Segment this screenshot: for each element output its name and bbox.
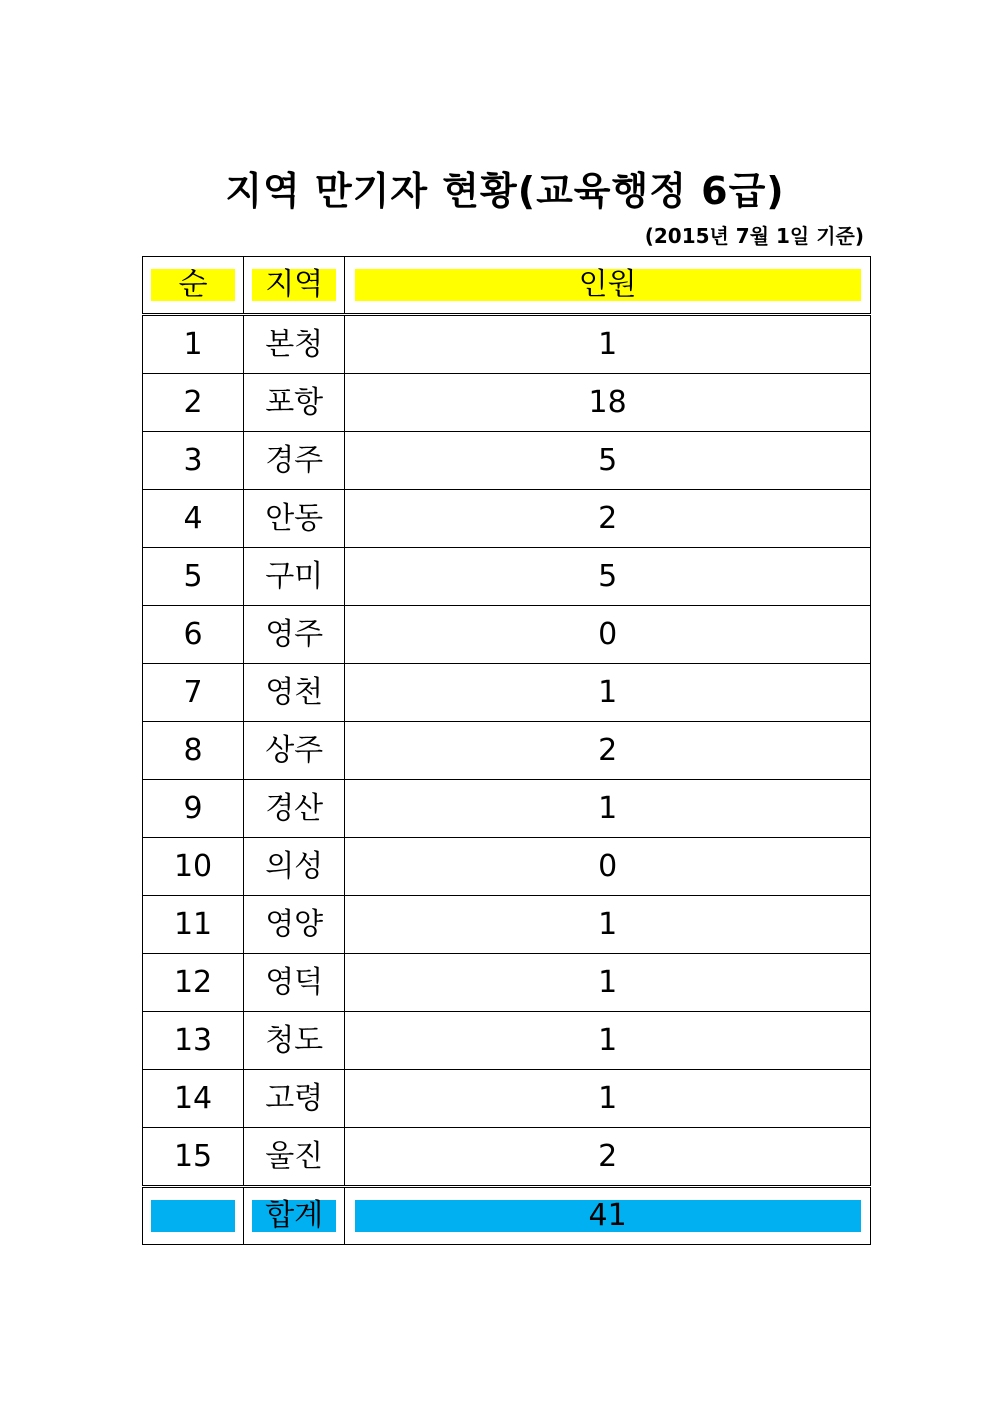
table-row bbox=[143, 490, 871, 548]
total-no-highlight bbox=[151, 1200, 235, 1232]
row-no: 5 bbox=[143, 548, 244, 606]
table-total-row bbox=[143, 1187, 871, 1245]
table-row bbox=[143, 664, 871, 722]
row-no: 4 bbox=[143, 490, 244, 548]
total-count: 41 bbox=[355, 1200, 861, 1232]
row-count: 1 bbox=[345, 664, 871, 722]
header-no-cell bbox=[143, 257, 244, 315]
row-count: 2 bbox=[345, 490, 871, 548]
row-no: 11 bbox=[143, 896, 244, 954]
row-no: 8 bbox=[143, 722, 244, 780]
row-region: 의성 bbox=[244, 838, 345, 896]
row-no: 1 bbox=[143, 315, 244, 374]
header-count-cell bbox=[345, 257, 871, 315]
row-region: 구미 bbox=[244, 548, 345, 606]
table-row bbox=[143, 315, 871, 374]
row-count: 1 bbox=[345, 315, 871, 374]
row-region: 영양 bbox=[244, 896, 345, 954]
row-count: 2 bbox=[345, 722, 871, 780]
row-no: 6 bbox=[143, 606, 244, 664]
table-row bbox=[143, 1128, 871, 1187]
row-no: 7 bbox=[143, 664, 244, 722]
retirement-table bbox=[142, 256, 871, 1245]
row-region: 고령 bbox=[244, 1070, 345, 1128]
row-region: 울진 bbox=[244, 1128, 345, 1187]
header-region: 지역 bbox=[252, 269, 336, 301]
row-region: 포항 bbox=[244, 374, 345, 432]
basis-date: (2015년 7월 1일 기준) bbox=[644, 224, 864, 248]
header-region-cell bbox=[244, 257, 345, 315]
row-count: 1 bbox=[345, 780, 871, 838]
table-row bbox=[143, 1070, 871, 1128]
row-count: 0 bbox=[345, 838, 871, 896]
table-row bbox=[143, 896, 871, 954]
total-count-cell bbox=[345, 1187, 871, 1245]
header-count: 인원 bbox=[355, 269, 861, 301]
row-no: 12 bbox=[143, 954, 244, 1012]
row-no: 2 bbox=[143, 374, 244, 432]
table-header-row bbox=[143, 257, 871, 315]
row-count: 18 bbox=[345, 374, 871, 432]
table-row bbox=[143, 606, 871, 664]
table-row bbox=[143, 374, 871, 432]
total-no-cell bbox=[143, 1187, 244, 1245]
row-no: 9 bbox=[143, 780, 244, 838]
row-no: 14 bbox=[143, 1070, 244, 1128]
row-count: 1 bbox=[345, 954, 871, 1012]
row-region: 안동 bbox=[244, 490, 345, 548]
table-row bbox=[143, 432, 871, 490]
row-no: 15 bbox=[143, 1128, 244, 1187]
row-region: 영덕 bbox=[244, 954, 345, 1012]
row-count: 1 bbox=[345, 1070, 871, 1128]
row-region: 청도 bbox=[244, 1012, 345, 1070]
table-row bbox=[143, 780, 871, 838]
table-row bbox=[143, 838, 871, 896]
row-count: 5 bbox=[345, 548, 871, 606]
row-region: 본청 bbox=[244, 315, 345, 374]
row-region: 영주 bbox=[244, 606, 345, 664]
row-count: 5 bbox=[345, 432, 871, 490]
table-row bbox=[143, 954, 871, 1012]
row-region: 경주 bbox=[244, 432, 345, 490]
row-no: 13 bbox=[143, 1012, 244, 1070]
row-no: 3 bbox=[143, 432, 244, 490]
page-title: 지역 만기자 현황(교육행정 6급) bbox=[225, 169, 785, 213]
table-row bbox=[143, 548, 871, 606]
row-no: 10 bbox=[143, 838, 244, 896]
total-label: 합계 bbox=[252, 1200, 336, 1232]
table-row bbox=[143, 722, 871, 780]
row-count: 1 bbox=[345, 1012, 871, 1070]
row-region: 영천 bbox=[244, 664, 345, 722]
row-count: 2 bbox=[345, 1128, 871, 1187]
row-count: 1 bbox=[345, 896, 871, 954]
row-count: 0 bbox=[345, 606, 871, 664]
row-region: 상주 bbox=[244, 722, 345, 780]
table-row bbox=[143, 1012, 871, 1070]
header-no: 순 bbox=[151, 269, 235, 301]
row-region: 경산 bbox=[244, 780, 345, 838]
total-label-cell bbox=[244, 1187, 345, 1245]
